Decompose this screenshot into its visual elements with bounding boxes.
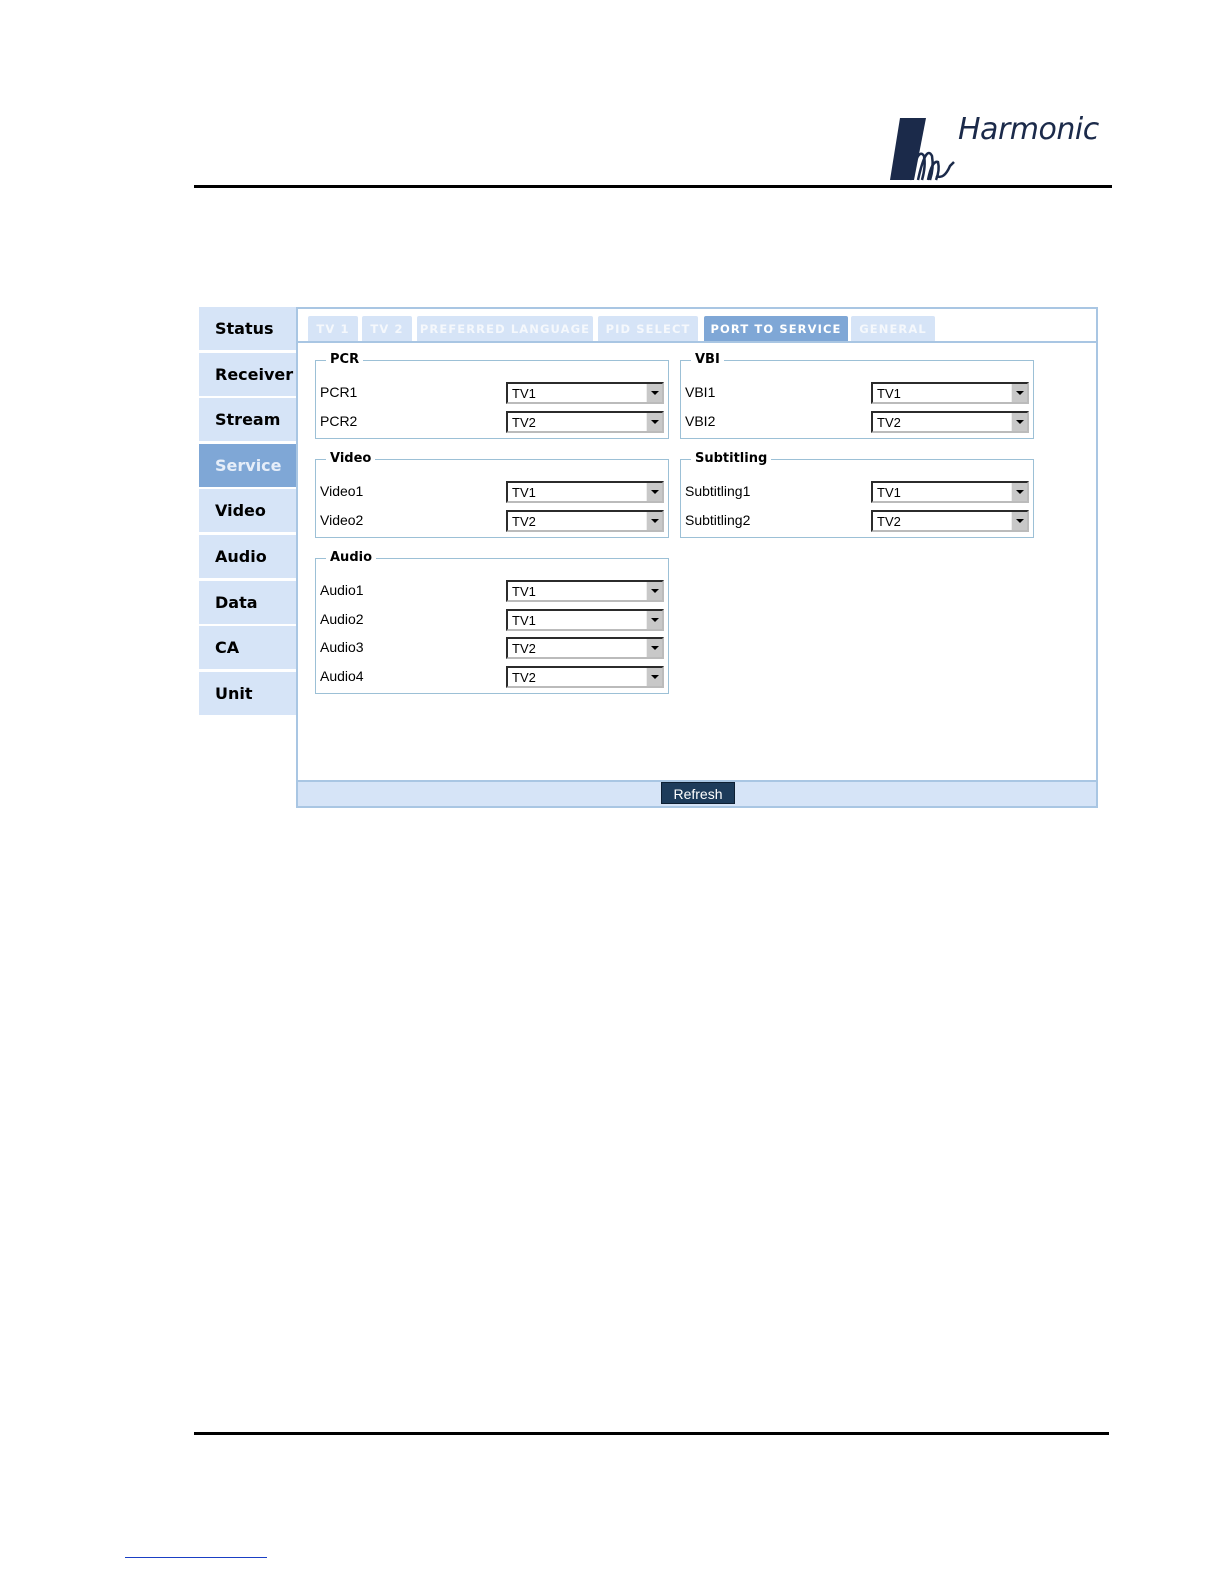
video1-row (320, 481, 664, 505)
footer-link-underline (125, 1557, 267, 1558)
chevron-down-icon[interactable] (646, 413, 662, 431)
subtitling-group (680, 451, 1034, 538)
vbi1-label: VBI1 (685, 384, 716, 400)
subtitling1-select[interactable] (871, 481, 1029, 503)
audio1-value: TV1 (512, 584, 536, 599)
nav-item-stream[interactable]: Stream (199, 398, 296, 441)
pcr1-row (320, 382, 664, 406)
audio4-value: TV2 (512, 670, 536, 685)
left-nav (199, 307, 296, 717)
vbi2-label: VBI2 (685, 413, 716, 429)
audio2-value: TV1 (512, 613, 536, 628)
tab-underline (298, 341, 1096, 343)
audio4-select[interactable] (506, 666, 664, 688)
nav-item-receiver[interactable]: Receiver (199, 353, 296, 396)
vbi1-select[interactable] (871, 382, 1029, 404)
pcr1-label: PCR1 (320, 384, 358, 400)
chevron-down-icon[interactable] (646, 483, 662, 501)
audio1-row (320, 580, 664, 604)
audio2-label: Audio2 (320, 611, 364, 627)
video1-select[interactable] (506, 481, 664, 503)
tab-preferred-language[interactable]: PREFERRED LANGUAGE (417, 316, 593, 342)
main-panel (296, 307, 1098, 808)
tab-port-to-service[interactable]: PORT TO SERVICE (704, 316, 848, 342)
video-group-title: Video (326, 450, 375, 468)
audio4-row (320, 666, 664, 690)
video1-value: TV1 (512, 485, 536, 500)
harmonic-logo (888, 112, 1108, 184)
pcr2-row (320, 411, 664, 435)
chevron-down-icon[interactable] (646, 582, 662, 600)
pcr2-select[interactable] (506, 411, 664, 433)
video2-row (320, 510, 664, 534)
vbi-group (680, 352, 1034, 439)
subtitling1-label: Subtitling1 (685, 483, 751, 499)
nav-item-unit[interactable]: Unit (199, 672, 296, 715)
video-group (315, 451, 669, 538)
vbi2-value: TV2 (877, 415, 901, 430)
audio3-select[interactable] (506, 637, 664, 659)
tab-pid-select[interactable]: PID SELECT (598, 316, 698, 342)
subtitling2-row (685, 510, 1029, 534)
subtitling2-value: TV2 (877, 514, 901, 529)
pcr1-select[interactable] (506, 382, 664, 404)
header-rule (194, 185, 1112, 188)
pcr2-label: PCR2 (320, 413, 358, 429)
pcr-group (315, 352, 669, 439)
nav-item-video[interactable]: Video (199, 489, 296, 532)
nav-item-audio[interactable]: Audio (199, 535, 296, 578)
audio3-label: Audio3 (320, 639, 364, 655)
chevron-down-icon[interactable] (646, 512, 662, 530)
video1-label: Video1 (320, 483, 364, 499)
audio3-value: TV2 (512, 641, 536, 656)
chevron-down-icon[interactable] (646, 384, 662, 402)
subtitling2-label: Subtitling2 (685, 512, 751, 528)
audio2-row (320, 609, 664, 633)
nav-item-service[interactable]: Service (199, 444, 296, 487)
action-bar (298, 780, 1096, 806)
harmonic-logo-mark (888, 116, 958, 182)
chevron-down-icon[interactable] (1011, 512, 1027, 530)
vbi2-row (685, 411, 1029, 435)
pcr1-value: TV1 (512, 386, 536, 401)
subtitling1-value: TV1 (877, 485, 901, 500)
brand-name: Harmonic (958, 112, 1099, 147)
audio-group-title: Audio (326, 549, 376, 567)
chevron-down-icon[interactable] (1011, 483, 1027, 501)
pcr2-value: TV2 (512, 415, 536, 430)
chevron-down-icon[interactable] (1011, 384, 1027, 402)
video2-label: Video2 (320, 512, 364, 528)
chevron-down-icon[interactable] (646, 611, 662, 629)
nav-item-ca[interactable]: CA (199, 626, 296, 669)
tab-tv1[interactable]: TV 1 (308, 316, 358, 342)
vbi1-row (685, 382, 1029, 406)
subtitling1-row (685, 481, 1029, 505)
pcr-group-title: PCR (326, 351, 363, 369)
subtitling-group-title: Subtitling (691, 450, 771, 468)
chevron-down-icon[interactable] (1011, 413, 1027, 431)
audio2-select[interactable] (506, 609, 664, 631)
audio-group (315, 550, 669, 694)
vbi-group-title: VBI (691, 351, 724, 369)
nav-item-status[interactable]: Status (199, 307, 296, 350)
video2-value: TV2 (512, 514, 536, 529)
chevron-down-icon[interactable] (646, 668, 662, 686)
video2-select[interactable] (506, 510, 664, 532)
tab-general[interactable]: GENERAL (851, 316, 935, 342)
subtitling2-select[interactable] (871, 510, 1029, 532)
vbi1-value: TV1 (877, 386, 901, 401)
audio3-row (320, 637, 664, 661)
footer-rule (194, 1432, 1109, 1435)
audio1-label: Audio1 (320, 582, 364, 598)
audio1-select[interactable] (506, 580, 664, 602)
nav-item-data[interactable]: Data (199, 581, 296, 624)
tab-tv2[interactable]: TV 2 (362, 316, 412, 342)
refresh-button[interactable]: Refresh (661, 782, 735, 804)
audio4-label: Audio4 (320, 668, 364, 684)
chevron-down-icon[interactable] (646, 639, 662, 657)
vbi2-select[interactable] (871, 411, 1029, 433)
